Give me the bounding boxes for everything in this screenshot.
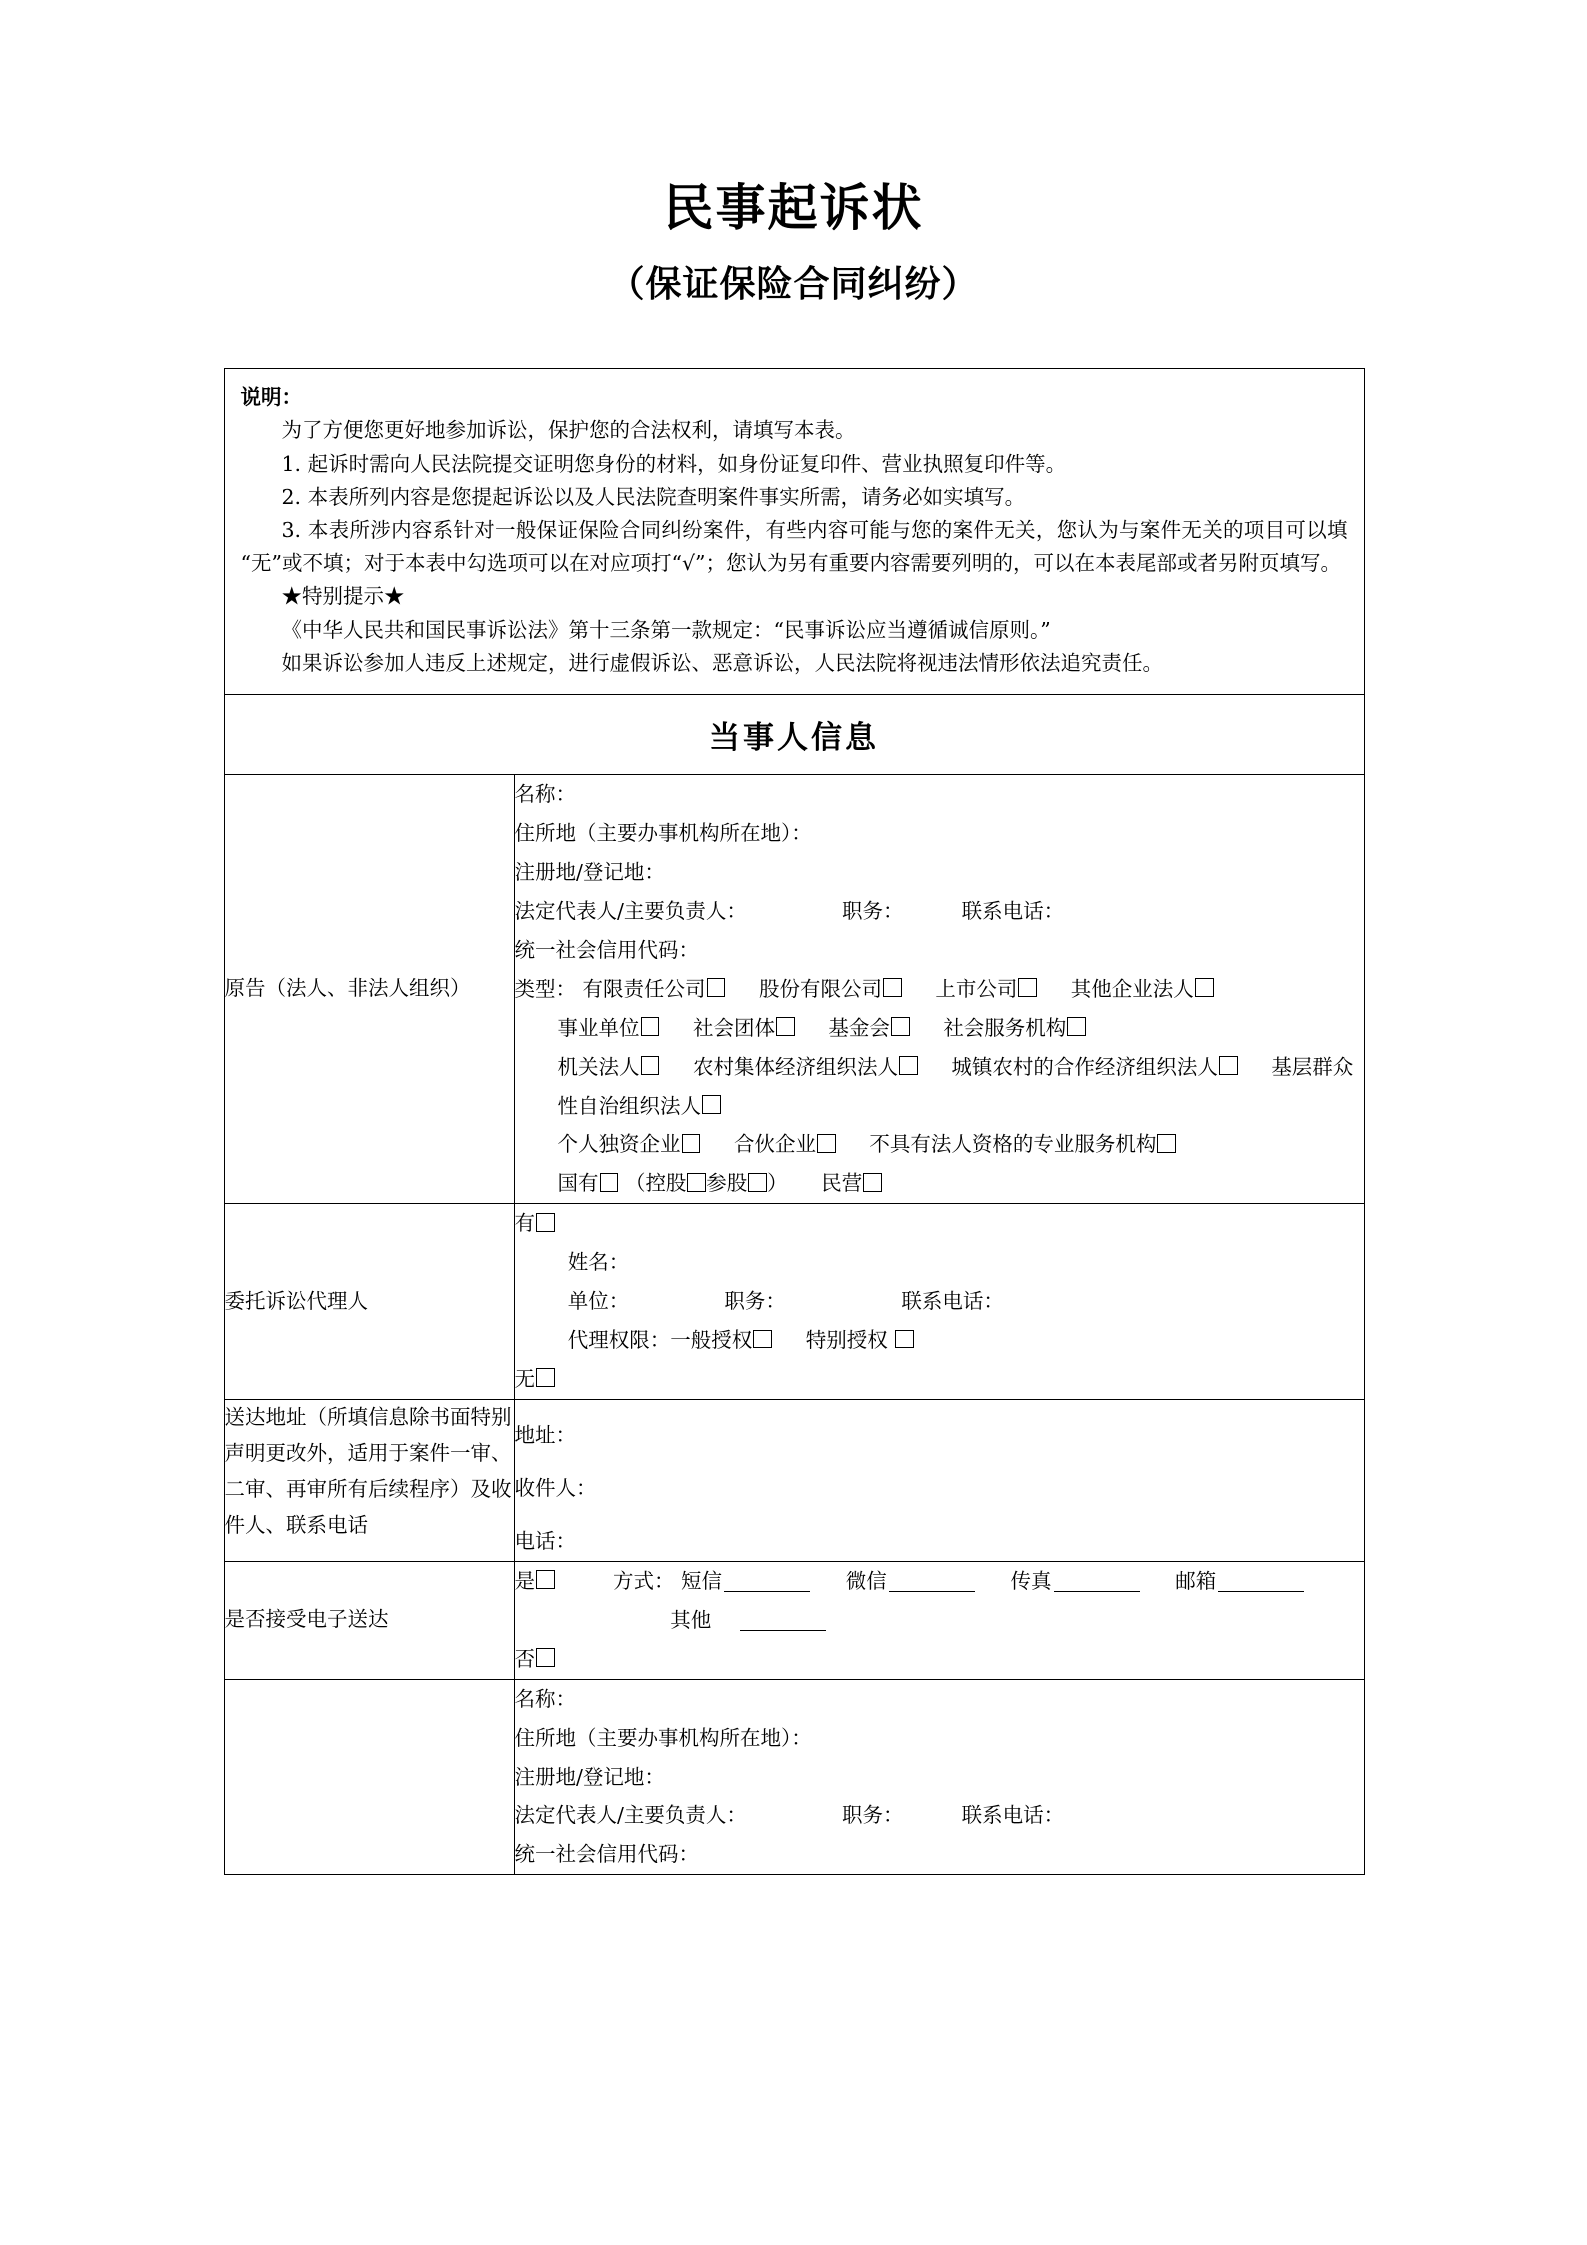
- type-option-social-service: 社会服务机构: [943, 1015, 1067, 1040]
- type-option-partnership: 合伙企业: [733, 1132, 816, 1157]
- agent-has-row: [515, 1204, 1364, 1243]
- type-option-social-org: 社会团体: [692, 1015, 775, 1040]
- electronic-method-label: 方式：: [613, 1568, 675, 1593]
- plaintiff-type-row-2: [515, 1009, 1364, 1048]
- defendant-registration-label: 注册地/登记地：: [514, 1764, 665, 1789]
- fax-input[interactable]: [1054, 1591, 1140, 1592]
- service-recipient-label: 收件人：: [514, 1475, 597, 1500]
- agent-name-field[interactable]: [515, 1243, 1364, 1282]
- type-option-state-owned: 国有: [557, 1171, 599, 1196]
- electronic-service-no-label: 否: [514, 1646, 535, 1671]
- page-subtitle: （保证保险合同纠纷）: [608, 263, 979, 305]
- checkbox-urban-rural-coop[interactable]: [1219, 1056, 1238, 1075]
- plaintiff-credit-code-field[interactable]: [515, 931, 1364, 970]
- checkbox-other-enterprise[interactable]: [1195, 978, 1214, 997]
- instructions-line-0: 为了方便您更好地参加诉讼，保护您的合法权利，请填写本表。: [281, 418, 856, 443]
- checkbox-private[interactable]: [863, 1173, 882, 1192]
- service-phone-field[interactable]: [515, 1508, 1364, 1561]
- type-option-public-institution: 事业单位: [557, 1015, 640, 1040]
- checkbox-partnership[interactable]: [817, 1134, 836, 1153]
- sms-input[interactable]: [724, 1591, 810, 1592]
- wechat-input[interactable]: [889, 1591, 975, 1592]
- checkbox-llc[interactable]: [707, 978, 726, 997]
- electronic-other-row: [515, 1601, 1364, 1640]
- checkbox-social-org[interactable]: [776, 1017, 795, 1036]
- special-tip-heading: ★特别提示★: [281, 584, 405, 609]
- email-input[interactable]: [1218, 1591, 1304, 1592]
- agent-has-label: 有: [514, 1211, 535, 1236]
- page-title: 民事起诉状: [663, 178, 924, 237]
- civil-complaint-form: [224, 368, 1365, 1875]
- plaintiff-credit-code-label: 统一社会信用代码：: [514, 937, 699, 962]
- electronic-wechat-label: 微信: [845, 1568, 887, 1593]
- checkbox-electronic-no[interactable]: [536, 1648, 555, 1667]
- authority-special-label: 特别授权: [805, 1328, 888, 1353]
- agent-unit-field[interactable]: [515, 1282, 1364, 1321]
- type-option-llc: 有限责任公司: [582, 976, 706, 1001]
- plaintiff-type-label: 类型：: [514, 976, 576, 1001]
- type-option-listed: 上市公司: [935, 976, 1018, 1001]
- service-phone-label: 电话：: [514, 1528, 576, 1553]
- checkbox-holding[interactable]: [687, 1173, 706, 1192]
- checkbox-professional-service[interactable]: [1157, 1134, 1176, 1153]
- form-wrapper: [224, 306, 1364, 1875]
- plaintiff-type-row-3: [515, 1048, 1364, 1126]
- plaintiff-name-label: 名称：: [514, 782, 576, 807]
- plaintiff-phone-label: 联系电话：: [961, 898, 1065, 923]
- checkbox-state-organ[interactable]: [641, 1056, 660, 1075]
- checkbox-public-institution[interactable]: [641, 1017, 660, 1036]
- plaintiff-registration-field[interactable]: [515, 853, 1364, 892]
- defendant-value-cell: [514, 1679, 1364, 1875]
- electronic-service-label: 是否接受电子送达: [224, 1607, 389, 1632]
- agent-label: 委托诉讼代理人: [224, 1288, 368, 1313]
- type-option-jsc: 股份有限公司: [758, 976, 882, 1001]
- plaintiff-registration-label: 注册地/登记地：: [514, 859, 665, 884]
- agent-none-label: 无: [514, 1367, 535, 1392]
- authority-general-label: 一般授权: [670, 1328, 753, 1353]
- instructions-line-1: 1. 起诉时需向人民法院提交证明您身份的材料，如身份证复印件、营业执照复印件等。: [281, 451, 1067, 476]
- service-address-field[interactable]: [515, 1400, 1364, 1455]
- agent-label-cell: [224, 1204, 514, 1400]
- agent-name-label: 姓名：: [567, 1250, 630, 1275]
- checkbox-social-service[interactable]: [1067, 1017, 1086, 1036]
- electronic-fax-label: 传真: [1010, 1568, 1052, 1593]
- defendant-credit-code-label: 统一社会信用代码：: [514, 1842, 699, 1867]
- type-option-professional-service: 不具有法人资格的专业服务机构: [869, 1132, 1157, 1157]
- agent-authority-row: [515, 1321, 1364, 1360]
- checkbox-sole-proprietorship[interactable]: [682, 1134, 701, 1153]
- defendant-row: [224, 1679, 1364, 1875]
- checkbox-foundation[interactable]: [891, 1017, 910, 1036]
- electronic-other-label: 其他: [670, 1607, 712, 1632]
- electronic-sms-label: 短信: [681, 1568, 723, 1593]
- checkbox-listed[interactable]: [1018, 978, 1037, 997]
- special-tip-line-0: 《中华人民共和国民事诉讼法》第十三条第一款规定：“民事诉讼应当遵循诚信原则。”: [281, 617, 1051, 642]
- electronic-service-yes-label: 是: [514, 1568, 535, 1593]
- section-banner-cell: [224, 695, 1364, 775]
- instructions-cell: [224, 369, 1364, 695]
- service-address-address-label: 地址：: [514, 1423, 576, 1448]
- electronic-service-row: [224, 1561, 1364, 1679]
- agent-value-cell: [514, 1204, 1364, 1400]
- agent-position-label: 职务：: [724, 1289, 786, 1314]
- type-option-sole-proprietorship: 个人独资企业: [557, 1132, 681, 1157]
- type-option-state-organ: 机关法人: [557, 1054, 640, 1079]
- type-option-foundation: 基金会: [828, 1015, 890, 1040]
- plaintiff-legal-rep-field[interactable]: [515, 892, 1364, 931]
- electronic-service-no-row: [515, 1640, 1364, 1679]
- plaintiff-row: [224, 775, 1364, 1204]
- service-address-label-cell: [224, 1400, 514, 1562]
- agent-phone-label: 联系电话：: [901, 1289, 1004, 1314]
- type-option-other-enterprise: 其他企业法人: [1070, 976, 1194, 1001]
- instructions-line-2: 2. 本表所列内容是您提起诉讼以及人民法院查明案件事实所需，请务必如实填写。: [281, 484, 1026, 509]
- instructions-line-3: 3. 本表所涉内容系针对一般保证保险合同纠纷案件，有些内容可能与您的案件无关，您认为与案件无关的项目可以填“无”或不填；对于本表中勾选项可以在对应项打“√”；您认为另有重要内容需要列明的，可以在本表尾部或者另附页填写。: [240, 518, 1348, 576]
- checkbox-shareholding[interactable]: [748, 1173, 767, 1192]
- electronic-service-value-cell: [514, 1561, 1364, 1679]
- plaintiff-domicile-field[interactable]: [515, 814, 1364, 853]
- agent-authority-label: 代理权限：: [567, 1328, 671, 1353]
- special-tip-line-1: 如果诉讼参加人违反上述规定，进行虚假诉讼、恶意诉讼，人民法院将视违法情形依法追究责任。: [281, 650, 1163, 675]
- service-address-value-cell: [514, 1400, 1364, 1562]
- checkbox-agent-none[interactable]: [536, 1368, 555, 1387]
- type-option-shareholding: 参股: [706, 1171, 748, 1196]
- type-option-private: 民营: [821, 1171, 863, 1196]
- checkbox-agent-has[interactable]: [536, 1213, 555, 1232]
- agent-unit-label: 单位：: [567, 1289, 630, 1314]
- plaintiff-position-label: 职务：: [841, 898, 904, 923]
- paren-close: ）: [767, 1171, 788, 1196]
- defendant-label-cell: [224, 1679, 514, 1875]
- type-option-urban-rural-coop: 城镇农村的合作经济组织法人: [951, 1054, 1218, 1079]
- checkbox-grassroots-autonomy[interactable]: [702, 1095, 721, 1114]
- plaintiff-label-cell: [224, 775, 514, 1204]
- checkbox-jsc[interactable]: [883, 978, 902, 997]
- defendant-name-label: 名称：: [514, 1686, 576, 1711]
- electronic-email-label: 邮箱: [1175, 1568, 1217, 1593]
- checkbox-state-owned[interactable]: [600, 1173, 619, 1192]
- type-option-holding: 控股: [645, 1171, 687, 1196]
- agent-none-row: [515, 1360, 1364, 1399]
- defendant-position-label: 职务：: [841, 1803, 904, 1828]
- service-recipient-field[interactable]: [515, 1455, 1364, 1508]
- other-input[interactable]: [740, 1630, 826, 1631]
- service-address-row: [224, 1400, 1364, 1562]
- plaintiff-value-cell: [514, 775, 1364, 1204]
- plaintiff-type-row-5: [515, 1125, 1364, 1164]
- checkbox-electronic-yes[interactable]: [536, 1570, 555, 1589]
- defendant-credit-code-field[interactable]: [515, 1835, 1364, 1874]
- instructions-row: [224, 369, 1364, 695]
- plaintiff-name-field[interactable]: [515, 775, 1364, 814]
- defendant-phone-label: 联系电话：: [961, 1803, 1065, 1828]
- defendant-legal-rep-field[interactable]: [515, 1796, 1364, 1835]
- type-option-rural-collective: 农村集体经济组织法人: [692, 1054, 898, 1079]
- paren-open: （: [624, 1171, 646, 1196]
- plaintiff-label: 原告（法人、非法人组织）: [224, 976, 471, 1001]
- plaintiff-legal-rep-label: 法定代表人/主要负责人：: [514, 898, 747, 923]
- plaintiff-type-row-1: [515, 970, 1364, 1009]
- defendant-legal-rep-label: 法定代表人/主要负责人：: [514, 1803, 747, 1828]
- service-address-label: 送达地址（所填信息除书面特别声明更改外，适用于案件一审、二审、再审所有后续程序）及收件人、联系电话: [224, 1405, 512, 1537]
- plaintiff-type-row-6: [515, 1164, 1364, 1203]
- defendant-registration-field[interactable]: [515, 1758, 1364, 1797]
- instructions-heading: 说明：: [240, 385, 302, 410]
- checkbox-rural-collective[interactable]: [899, 1056, 918, 1075]
- section-banner-text: 当事人信息: [709, 720, 879, 757]
- defendant-name-field[interactable]: [515, 1680, 1364, 1719]
- checkbox-authority-special[interactable]: [895, 1330, 914, 1349]
- defendant-domicile-field[interactable]: [515, 1719, 1364, 1758]
- defendant-domicile-label: 住所地（主要办事机构所在地）：: [514, 1725, 812, 1750]
- checkbox-authority-general[interactable]: [753, 1330, 772, 1349]
- electronic-service-label-cell: [224, 1561, 514, 1679]
- agent-row: [224, 1204, 1364, 1400]
- plaintiff-domicile-label: 住所地（主要办事机构所在地）：: [514, 820, 812, 845]
- type-option-grassroots-autonomy: 基层群众性自治组织法人: [557, 1054, 1354, 1118]
- electronic-service-yes-row: [515, 1562, 1364, 1601]
- section-banner-row: [224, 695, 1364, 775]
